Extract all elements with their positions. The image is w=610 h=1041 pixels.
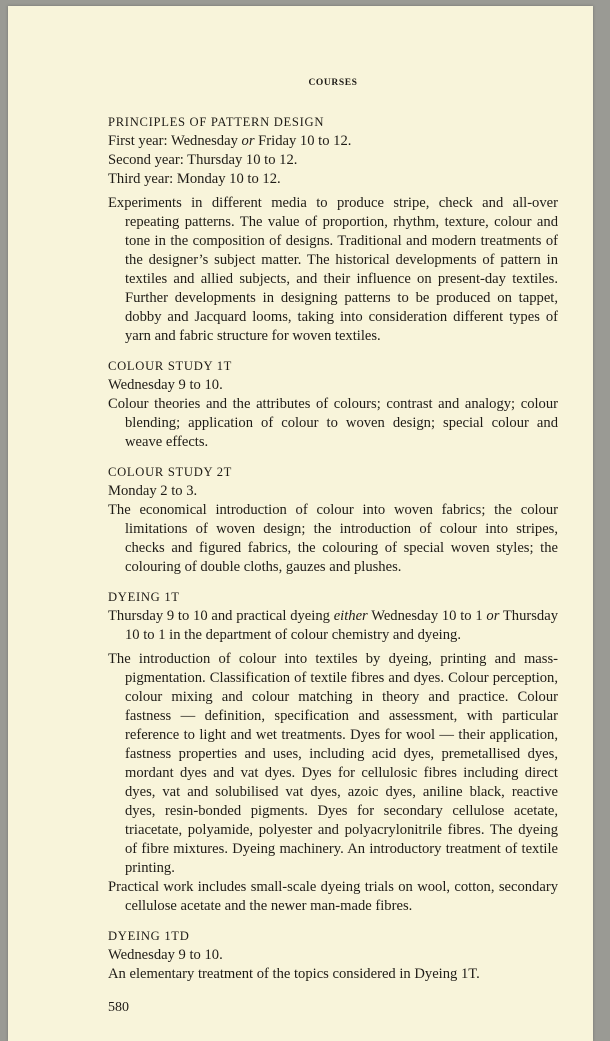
section-colour-study-2t — [108, 463, 558, 577]
schedule-emphasis: or — [486, 608, 500, 624]
section-colour-study-1t — [108, 357, 558, 452]
schedule-text: First year: Wednesday — [108, 133, 242, 149]
description-paragraph: Practical work includes small-scale dyeing trials on wool, cotton, secondary cellulose acetate and the newer man-made fibres. — [108, 879, 558, 914]
section-dyeing-1t — [108, 588, 558, 916]
section-heading: COLOUR STUDY 1T — [108, 359, 233, 373]
schedule-emphasis: either — [333, 608, 368, 624]
section-heading: DYEING 1TD — [108, 929, 190, 943]
schedule-line: Monday 2 to 3. — [108, 483, 198, 499]
schedule-emphasis: or — [241, 133, 255, 149]
running-head: COURSES — [308, 78, 358, 88]
schedule-line: Second year: Thursday 10 to 12. — [108, 152, 298, 168]
schedule-line: Wednesday 9 to 10. — [108, 947, 223, 963]
schedule-line: Wednesday 9 to 10. — [108, 377, 223, 393]
description-paragraph: The economical introduction of colour into woven fabrics; the colour limitations of woven design; the introduction of colour into stripes, checks and figured fabrics, the colouring of special woven styles; the colouring of double cloths, gauzes and plushes. — [108, 502, 558, 575]
page-content — [108, 77, 558, 1017]
schedule-line: Third year: Monday 10 to 12. — [108, 171, 281, 187]
description-paragraph: An elementary treatment of the topics considered in Dyeing 1T. — [108, 966, 480, 982]
section-heading: DYEING 1T — [108, 590, 180, 604]
section-principles-of-pattern-design — [108, 113, 558, 346]
schedule-text: Thursday 10 to 1 in the department of colour chemistry and dyeing. — [125, 608, 559, 643]
description-paragraph: Colour theories and the attributes of colours; contrast and analogy; colour blending; application of colour to woven design; special colour and weave effects. — [108, 396, 558, 450]
description-paragraph: The introduction of colour into textiles by dyeing, printing and mass-pigmentation. Classification of textile fibres and dyes. Colour perception, colour mixing and colour matching in theory and practice. Colour fastness — definition, specification and assessment, with particular reference to light and wet treatments. Dyes for wool — their application, fastness properties and uses, including acid dyes, premetallised dyes, mordant dyes and vat dyes. Dyes for cellulosic fibres including direct dyes, vat and solubilised vat dyes, azoic dyes, aniline black, reactive dyes, resin-bonded pigments. Dyes for secondary cellulose acetate, triacetate, polyamide, polyester and polyacrylonitrile fibres. The dyeing of fibre mixtures. Dyeing machinery. An introductory treatment of textile printing. — [108, 651, 558, 876]
schedule-paragraph — [108, 607, 558, 645]
schedule-text: Friday 10 to 12. — [254, 133, 352, 149]
section-heading: COLOUR STUDY 2T — [108, 465, 233, 479]
schedule-text: Thursday 9 to 10 and practical dyeing — [108, 608, 334, 624]
schedule-line — [108, 132, 558, 151]
section-heading: PRINCIPLES OF PATTERN DESIGN — [108, 115, 325, 129]
description-paragraph: Experiments in different media to produce stripe, check and all-over repeating patterns. The value of proportion, rhythm, texture, colour and tone in the composition of designs. Traditional and modern treatments of the designer’s subject matter. The historical developments of pattern in textiles and allied subjects, and their influence on present-day textiles. Further developments in designing patterns to be produced on tappet, dobby and Jacquard looms, taking into consideration different types of yarn and fabric structure for woven textiles. — [108, 195, 558, 344]
schedule-text: Wednesday 10 to 1 — [367, 608, 487, 624]
section-dyeing-1td — [108, 927, 558, 984]
page-number: 580 — [108, 1000, 129, 1015]
book-page — [8, 6, 593, 1041]
